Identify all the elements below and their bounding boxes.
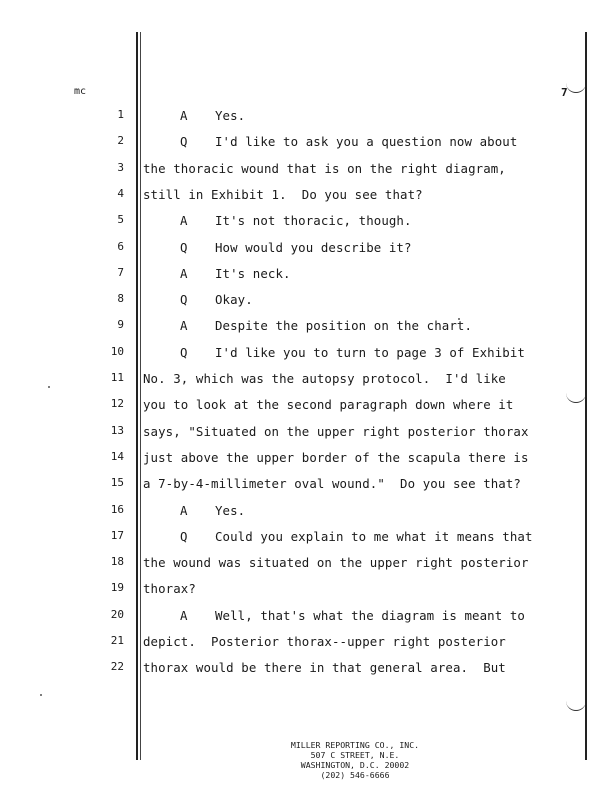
transcript-line [0,318,612,344]
line-number: 21 [110,634,124,647]
line-number: 17 [110,528,124,542]
transcript-line [0,134,612,160]
line-text: It's not thoracic, though. [215,213,412,229]
line-number: 10 [110,344,124,358]
line-number: 18 [110,555,124,569]
speaker-label: Q [180,292,188,308]
line-text: Yes. [215,108,246,123]
line-text: still in Exhibit 1. Do you see that? [143,186,423,202]
footer-city: WASHINGTON, D.C. 20002 [300,760,410,770]
binding-mark-icon [566,700,586,711]
transcript-line [0,371,612,397]
transcript-line [0,161,612,187]
line-text: Could you explain to me what it means that [215,528,533,544]
scan-speck [40,694,42,696]
reporter-footer [262,740,448,780]
transcript-line [0,187,612,213]
line-number: 11 [110,371,124,384]
speaker-label: Q [180,134,188,150]
transcript-line [0,397,612,423]
line-text: the thoracic wound that is on the right diagram, [143,160,506,176]
line-number: 15 [110,476,124,490]
line-text: Yes. [215,502,246,518]
line-text: thorax? [143,581,196,597]
binding-mark-icon [566,82,586,93]
page-number: 7 [561,86,568,99]
line-number: 8 [117,292,124,306]
transcript-line [0,424,612,450]
speaker-label: Q [180,344,188,360]
line-text: says, "Situated on the upper right posterior thorax [143,423,529,439]
line-number: 5 [117,213,124,227]
line-text: No. 3, which was the autopsy protocol. I'd like [143,371,506,386]
line-number: 6 [117,239,124,253]
footer-street: 507 C STREET, N.E. [310,750,400,760]
speaker-label: A [180,213,188,229]
transcript-line [0,608,612,634]
transcript-line [0,292,612,318]
line-text: Well, that's what the diagram is meant to [215,607,525,623]
line-text: It's neck. [215,265,291,281]
transcript-line [0,213,612,239]
speaker-label: A [180,265,188,281]
transcript-line [0,581,612,607]
line-number: 9 [117,318,124,332]
transcript-line [0,529,612,555]
speaker-label: A [180,607,188,623]
line-text: you to look at the second paragraph down where it [143,397,514,413]
line-text: I'd like to ask you a question now about [215,134,518,150]
reporter-initials: mc [74,86,87,97]
line-number: 16 [110,502,124,516]
line-number: 19 [110,581,124,595]
line-number: 22 [110,660,124,674]
line-number: 12 [110,397,124,411]
speaker-label: A [180,108,188,123]
line-text: depict. Posterior thorax--upper right posterior [143,634,506,649]
line-text: How would you describe it? [215,239,412,255]
line-text: Okay. [215,292,253,308]
transcript-line [0,345,612,371]
transcript-line [0,266,612,292]
line-text: the wound was situated on the upper right posterior [143,555,529,571]
transcript-line [0,634,612,660]
footer-phone: (202) 546-6666 [320,770,390,780]
line-number: 1 [117,108,124,121]
speaker-label: Q [180,239,188,255]
transcript-line [0,450,612,476]
transcript-line [0,476,612,502]
line-text: thorax would be there in that general area. But [143,660,506,676]
line-number: 14 [110,449,124,463]
transcript-line [0,555,612,581]
line-number: 20 [110,607,124,621]
footer-company: MILLER REPORTING CO., INC. [290,740,420,750]
line-number: 4 [117,186,124,200]
line-text: Despite the position on the chart. [215,318,473,334]
line-text: a 7-by-4-millimeter oval wound." Do you see that? [143,476,521,492]
line-number: 13 [110,423,124,437]
line-number: 2 [117,134,124,148]
transcript-line [0,108,612,134]
transcript-line [0,660,612,686]
speaker-label: A [180,318,188,334]
line-number: 3 [117,160,124,174]
line-number: 7 [117,265,124,279]
speaker-label: Q [180,528,188,544]
transcript-line [0,503,612,529]
line-text: I'd like you to turn to page 3 of Exhibit [215,344,525,360]
transcript-line [0,240,612,266]
line-text: just above the upper border of the scapula there is [143,449,529,465]
speaker-label: A [180,502,188,518]
